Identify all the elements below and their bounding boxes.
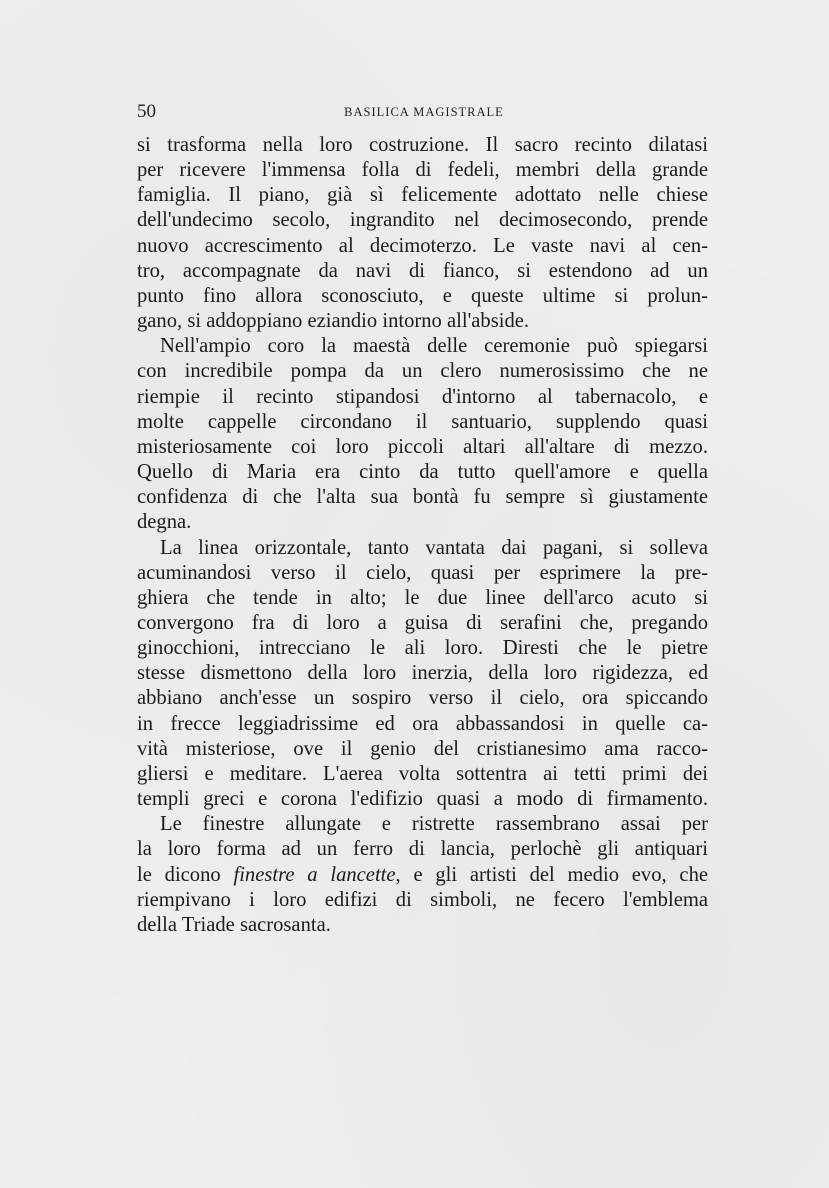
text-line: Nell'ampio coro la maestà delle ceremonie può spiegarsi bbox=[160, 335, 708, 358]
text-line: confidenza di che l'alta sua bontà fu sempre sì giustamente bbox=[137, 486, 708, 509]
text-line: per ricevere l'immensa folla di fedeli, membri della grande bbox=[137, 159, 708, 182]
text-line: gano, si addoppiano eziandio intorno all'abside. bbox=[137, 310, 530, 333]
paragraph-2 bbox=[137, 334, 708, 535]
text-line: famiglia. Il piano, già sì felicemente adottato nelle chiese bbox=[137, 184, 708, 207]
text-line-with-italic bbox=[137, 863, 708, 888]
text-line: riempie il recinto stipandosi d'intorno al tabernacolo, e bbox=[137, 385, 708, 408]
text-line: della Triade sacrosanta. bbox=[137, 913, 331, 936]
body-text bbox=[137, 133, 708, 938]
text-line: La linea orizzontale, tanto vantata dai pagani, si solleva bbox=[160, 536, 708, 559]
page-number: 50 bbox=[137, 101, 156, 122]
text-line: misteriosamente coi loro piccoli altari all'altare di mezzo. bbox=[137, 435, 708, 458]
text-line: abbiano anch'esse un sospiro verso il cielo, ora spiccando bbox=[137, 687, 708, 710]
text-line: stesse dismettono della loro inerzia, della loro rigidezza, ed bbox=[137, 662, 708, 685]
italic-term: finestre a lancette bbox=[233, 863, 396, 886]
text-line: ghiera che tende in alto; le due linee dell'arco acuto si bbox=[137, 586, 708, 609]
text-line: nuovo accrescimento al decimoterzo. Le vaste navi al cen- bbox=[137, 234, 708, 257]
text-line: acuminandosi verso il cielo, quasi per esprimere la pre- bbox=[137, 561, 708, 584]
text-line: templi greci e corona l'edifizio quasi a modo di firmamento. bbox=[137, 788, 708, 811]
page-header bbox=[137, 100, 711, 124]
text-line: si trasforma nella loro costruzione. Il sacro recinto dilatasi bbox=[137, 134, 708, 156]
text-line: degna. bbox=[137, 511, 192, 534]
running-title: BASILICA MAGISTRALE bbox=[344, 105, 504, 119]
text-line: vità misteriose, ove il genio del cristianesimo ama racco- bbox=[137, 737, 708, 760]
text-line: la loro forma ad un ferro di lancia, perlochè gli antiquari bbox=[137, 838, 708, 861]
text-line: convergono fra di loro a guisa di serafini che, pregando bbox=[137, 611, 708, 634]
text-line: molte cappelle circondano il santuario, supplendo quasi bbox=[137, 410, 708, 433]
text-line: in frecce leggiadrissime ed ora abbassandosi in quelle ca- bbox=[137, 712, 708, 735]
text-line: Le finestre allungate e ristrette rassembrano assai per bbox=[160, 813, 708, 836]
text-fragment: le dicono bbox=[137, 863, 234, 886]
paragraph-1 bbox=[137, 133, 708, 334]
text-line: riempivano i loro edifizi di simboli, ne fecero l'emblema bbox=[137, 888, 708, 911]
text-line: punto fino allora sconosciuto, e queste ultime si prolun- bbox=[137, 284, 708, 307]
text-line: ginocchioni, intrecciano le ali loro. Diresti che le pietre bbox=[137, 637, 708, 660]
text-line: dell'undecimo secolo, ingrandito nel decimosecondo, prende bbox=[137, 209, 708, 232]
text-line: gliersi e meditare. L'aerea volta sottentra ai tetti primi dei bbox=[137, 762, 708, 785]
paragraph-4 bbox=[137, 812, 708, 938]
text-line: tro, accompagnate da navi di fianco, si estendono ad un bbox=[137, 259, 708, 282]
text-fragment: , e gli artisti del medio evo, che bbox=[395, 863, 709, 886]
text-line: Quello di Maria era cinto da tutto quell'amore e quella bbox=[137, 461, 708, 484]
paragraph-3 bbox=[137, 536, 708, 813]
text-line: con incredibile pompa da un clero numerosissimo che ne bbox=[137, 360, 708, 383]
